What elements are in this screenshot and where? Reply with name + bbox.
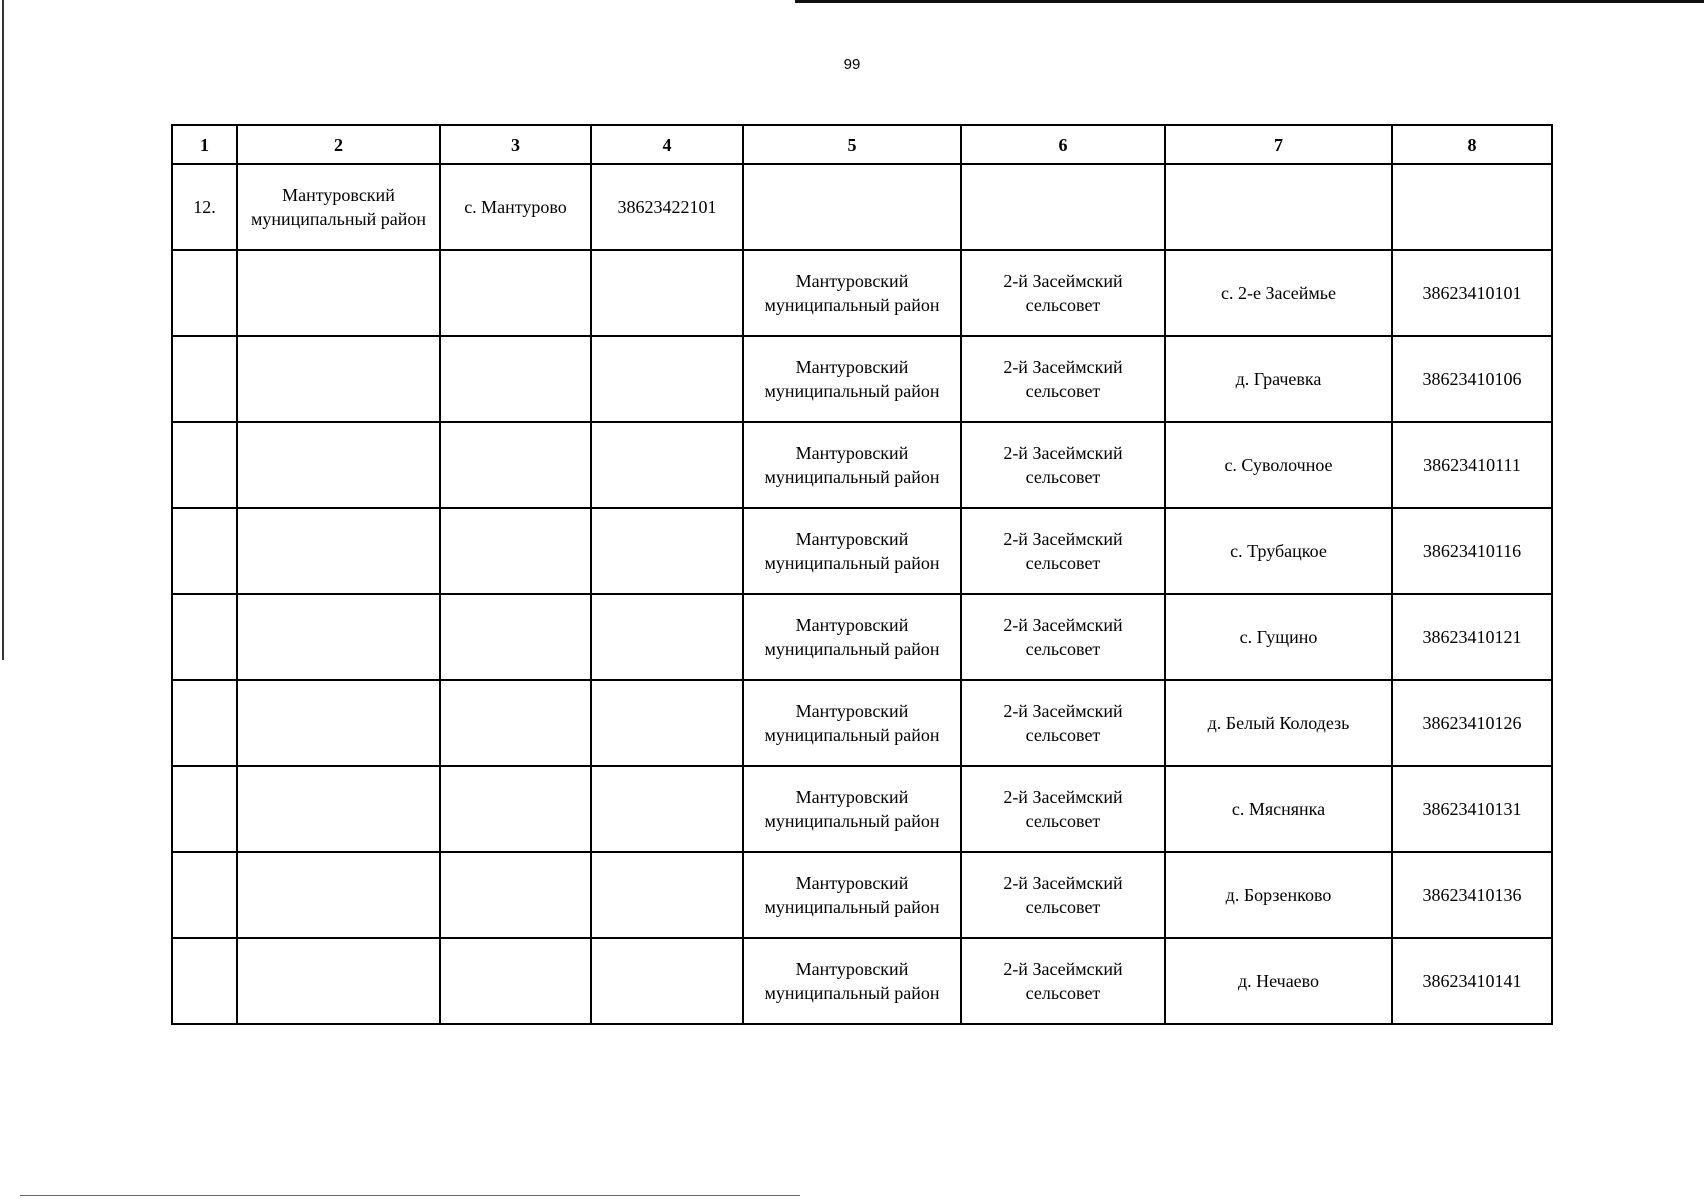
table-cell: 2-й Засеймский сельсовет [961,250,1165,336]
table-row [172,164,1552,250]
table-cell [172,594,237,680]
table-cell: 38623410106 [1392,336,1552,422]
table-cell: с. Мантурово [440,164,591,250]
table-row [172,680,1552,766]
column-header: 7 [1165,125,1392,164]
table-cell [591,594,743,680]
table-row [172,336,1552,422]
table-cell: 38623422101 [591,164,743,250]
table-cell [440,336,591,422]
table-cell [440,422,591,508]
table-cell: д. Борзенково [1165,852,1392,938]
table-cell: д. Нечаево [1165,938,1392,1024]
page-number: 99 [843,56,861,73]
table-cell [237,852,440,938]
table-cell [237,422,440,508]
table-cell: 2-й Засеймский сельсовет [961,766,1165,852]
table-cell: Мантуровский муниципальный район [743,250,961,336]
table-cell: с. Гущино [1165,594,1392,680]
settlements-table [171,124,1553,1025]
table-cell [237,680,440,766]
table-cell: с. Трубацкое [1165,508,1392,594]
table-cell: 12. [172,164,237,250]
table-cell: 2-й Засеймский сельсовет [961,852,1165,938]
table-cell [591,422,743,508]
table-cell [172,680,237,766]
table-cell: Мантуровский муниципальный район [743,766,961,852]
table-cell [591,766,743,852]
table-cell: 38623410121 [1392,594,1552,680]
table-row [172,422,1552,508]
table-cell [172,852,237,938]
table-cell [440,594,591,680]
table-cell: 2-й Засеймский сельсовет [961,938,1165,1024]
table-cell: 38623410101 [1392,250,1552,336]
table-cell [591,938,743,1024]
column-header: 1 [172,125,237,164]
table-row [172,766,1552,852]
table-cell [961,164,1165,250]
table-cell: Мантуровский муниципальный район [237,164,440,250]
table-cell [172,938,237,1024]
table-cell: 38623410116 [1392,508,1552,594]
table-cell: Мантуровский муниципальный район [743,852,961,938]
table-cell [1165,164,1392,250]
scan-edge-line [2,0,4,660]
table-row [172,250,1552,336]
table-cell [237,250,440,336]
table-cell: с. Суволочное [1165,422,1392,508]
table-cell [1392,164,1552,250]
table-cell [237,594,440,680]
table-cell [591,852,743,938]
table-cell [743,164,961,250]
table-cell [172,336,237,422]
table-cell: Мантуровский муниципальный район [743,508,961,594]
table-header-row [172,125,1552,164]
column-header: 6 [961,125,1165,164]
table-row [172,852,1552,938]
table-cell [237,938,440,1024]
table-cell: Мантуровский муниципальный район [743,594,961,680]
table-cell: 38623410141 [1392,938,1552,1024]
scan-edge-line [795,0,1704,3]
table-cell [440,680,591,766]
table-cell: Мантуровский муниципальный район [743,336,961,422]
table-row [172,938,1552,1024]
table-cell [440,250,591,336]
table-cell: 38623410111 [1392,422,1552,508]
table-cell [172,250,237,336]
table-cell: д. Белый Колодезь [1165,680,1392,766]
table-cell: 2-й Засеймский сельсовет [961,508,1165,594]
table-cell [172,422,237,508]
table-cell [440,508,591,594]
table-cell [440,938,591,1024]
table-cell [591,508,743,594]
column-header: 3 [440,125,591,164]
table-cell: Мантуровский муниципальный район [743,422,961,508]
table-cell: 38623410131 [1392,766,1552,852]
scan-edge-line [20,1195,800,1196]
table-cell [440,852,591,938]
table-cell [591,680,743,766]
table-cell: с. Мяснянка [1165,766,1392,852]
column-header: 8 [1392,125,1552,164]
table-cell: с. 2-е Засеймье [1165,250,1392,336]
table-row [172,594,1552,680]
table-cell [237,766,440,852]
table-cell [172,508,237,594]
table-cell [440,766,591,852]
table-cell: Мантуровский муниципальный район [743,680,961,766]
table-cell: 2-й Засеймский сельсовет [961,336,1165,422]
table-cell: д. Грачевка [1165,336,1392,422]
table-cell [237,336,440,422]
table-cell: 2-й Засеймский сельсовет [961,594,1165,680]
table-cell [591,250,743,336]
column-header: 5 [743,125,961,164]
table-cell: 38623410126 [1392,680,1552,766]
table-cell: 2-й Засеймский сельсовет [961,680,1165,766]
table-cell: 2-й Засеймский сельсовет [961,422,1165,508]
table-cell: 38623410136 [1392,852,1552,938]
table-cell [172,766,237,852]
column-header: 2 [237,125,440,164]
table-cell [591,336,743,422]
table-cell [237,508,440,594]
table-cell: Мантуровский муниципальный район [743,938,961,1024]
column-header: 4 [591,125,743,164]
table-row [172,508,1552,594]
